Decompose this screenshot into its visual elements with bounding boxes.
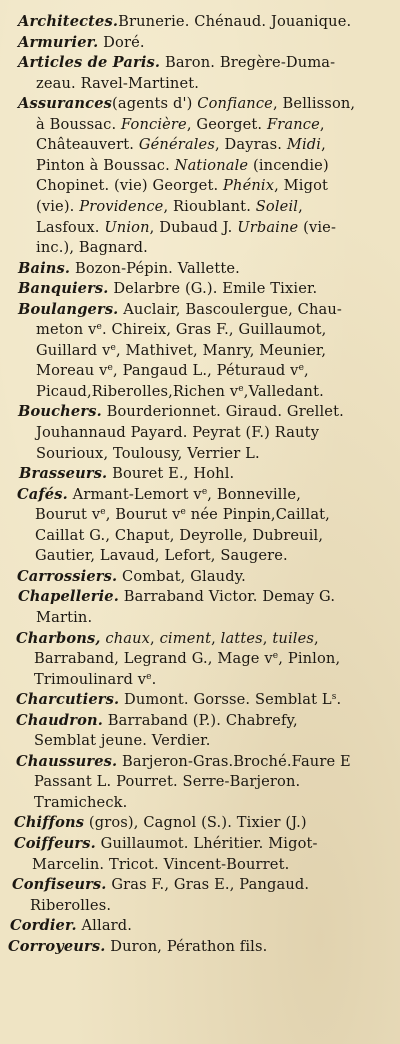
- entry-text: Barraband, Legrand G., Mage v: [34, 650, 273, 668]
- entry-text: , Migot: [274, 177, 329, 195]
- entry-text: ,: [304, 362, 309, 380]
- entry-continuation-line: [34, 793, 127, 813]
- category-label: Confiseurs.: [12, 876, 107, 894]
- entry-continuation-line: [36, 238, 148, 258]
- entry-continuation-line: [36, 135, 326, 155]
- entry-continuation-line: [34, 731, 210, 751]
- category-label: Assurances: [18, 95, 113, 113]
- superscript-abbrev: e: [180, 507, 187, 518]
- category-label: Architectes.: [18, 13, 119, 30]
- entry-first-line: [18, 279, 317, 299]
- entry-text: , Dubaud J.: [149, 218, 238, 236]
- category-label: Carrossiers.: [17, 567, 118, 585]
- entry-text: meton v: [36, 321, 97, 339]
- superscript-abbrev: e: [146, 671, 152, 682]
- entry-text: , Bonneville,: [207, 485, 301, 503]
- entry-text: , Georget.: [186, 115, 267, 133]
- entry-text: Gras F., Gras E., Pangaud.: [106, 876, 310, 894]
- category-label: Corroyeurs.: [8, 937, 106, 955]
- category-label: Boulangers.: [18, 300, 119, 318]
- entry-text: Sourioux, Toulousy, Verrier L.: [36, 444, 260, 462]
- entry-text: Caillat G., Chaput, Deyrolle, Dubreuil,: [35, 526, 324, 544]
- entry-first-line: [14, 813, 307, 833]
- superscript-abbrev: e: [238, 383, 244, 394]
- entry-continuation-line: [34, 670, 156, 690]
- category-label: Cafés.: [17, 485, 68, 503]
- entry-text: ,: [314, 629, 319, 647]
- category-label: Bouchers.: [18, 403, 102, 421]
- subcategory-label: Générales: [138, 136, 215, 154]
- entry-text: Barjeron-Gras.Broché.Faure E: [117, 752, 351, 770]
- entry-first-line: [17, 567, 246, 587]
- entry-continuation-line: [36, 176, 328, 196]
- subcategory-label: lattes: [220, 629, 263, 647]
- subcategory-label: Phénix: [223, 177, 275, 195]
- category-label: Articles de Paris.: [18, 54, 161, 72]
- entry-text: Tramicheck.: [34, 793, 128, 811]
- entry-continuation-line: [35, 546, 288, 566]
- entry-text: Brunerie. Chénaud. Jouanique.: [118, 13, 352, 30]
- entry-text: Bourut v: [35, 506, 101, 524]
- entry-text: Bouret E., Hohl.: [107, 465, 235, 483]
- entry-text: ,: [211, 629, 221, 647]
- subcategory-label: Foncière: [121, 115, 187, 133]
- entry-first-line: [16, 629, 319, 649]
- entry-continuation-line: [36, 608, 92, 628]
- entry-continuation-line: [35, 505, 330, 525]
- entry-continuation-line: [36, 197, 303, 217]
- category-label: Armurier.: [18, 33, 99, 51]
- entry-continuation-line: [36, 320, 326, 340]
- superscript-abbrev: e: [201, 486, 208, 497]
- entry-first-line: [18, 259, 240, 279]
- entry-text: Bourderionnet. Giraud. Grellet.: [101, 403, 344, 421]
- category-label: Charcutiers.: [16, 691, 120, 709]
- subcategory-label: Soleil: [255, 197, 299, 215]
- entry-text: Auclair, Bascoulergue, Chau-: [118, 300, 343, 318]
- entry-text: ,: [321, 136, 326, 154]
- superscript-abbrev: e: [107, 363, 114, 374]
- entry-text: , Rioublant.: [163, 197, 256, 215]
- subcategory-label: Confiance: [197, 95, 273, 113]
- entry-text: ,Valledant.: [243, 382, 324, 400]
- entry-text: (agents d'): [112, 95, 198, 113]
- entry-continuation-line: [36, 382, 324, 402]
- entry-continuation-line: [36, 156, 329, 176]
- entry-continuation-line: [35, 526, 323, 546]
- entry-text: Allard.: [76, 917, 133, 935]
- entry-text: Trimoulinard v: [34, 670, 147, 688]
- entry-text: Marcelin. Tricot. Vincent-Bourret.: [32, 855, 290, 873]
- entry-continuation-line: [30, 896, 111, 916]
- entry-text: Chopinet. (vie) Georget.: [36, 177, 224, 195]
- entry-text: Guillard v: [36, 341, 111, 359]
- subcategory-label: Providence: [79, 197, 164, 215]
- category-label: Coiffeurs.: [14, 835, 96, 852]
- superscript-abbrev: e: [96, 322, 102, 333]
- entry-first-line: [16, 711, 298, 731]
- entry-text: . Chireix, Gras F., Guillaumot,: [101, 321, 327, 339]
- subcategory-label: Urbaine: [237, 218, 299, 236]
- entry-text: Bozon-Pépin. Vallette.: [70, 259, 240, 277]
- entry-text: , Bourut v: [105, 506, 181, 524]
- category-label: Bains.: [18, 259, 71, 277]
- superscript-abbrev: e: [298, 363, 305, 374]
- entry-continuation-line: [34, 772, 300, 792]
- entry-text: Moreau v: [36, 362, 108, 380]
- entry-text: , Pinlon,: [278, 650, 341, 668]
- entry-first-line: [18, 12, 351, 32]
- entry-first-line: [16, 690, 341, 710]
- entry-text: Baron. Bregère-Duma-: [160, 54, 336, 72]
- entry-first-line: [17, 485, 301, 505]
- entry-continuation-line: [32, 855, 289, 875]
- entry-continuation-line: [36, 444, 260, 464]
- entry-first-line: [18, 53, 335, 73]
- entry-text: Dumont. Gorsse. Semblat L: [119, 691, 332, 709]
- entry-text: Riberolles.: [30, 896, 112, 914]
- category-label: Chiffons: [14, 814, 85, 832]
- category-label: Chaudron.: [16, 711, 103, 729]
- entry-text: ,: [298, 197, 303, 215]
- entry-text: (gros), Cagnol (S.). Tixier (J.): [84, 814, 307, 832]
- entry-text: Pinton à Boussac.: [36, 156, 175, 174]
- entry-text: Armant-Lemort v: [67, 485, 202, 503]
- entry-text: Picaud,Riberolles,Richen v: [36, 382, 239, 400]
- entry-text: née Pinpin,Caillat,: [186, 506, 330, 524]
- entry-text: Lasfoux.: [36, 218, 105, 236]
- superscript-abbrev: e: [100, 507, 106, 518]
- subcategory-label: Nationale: [174, 156, 249, 174]
- entry-first-line: [12, 875, 309, 895]
- entry-text: Barraband (P.). Chabrefy,: [102, 711, 298, 729]
- entry-text: , Mathivet, Manry, Meunier,: [115, 341, 327, 359]
- superscript-abbrev: e: [272, 651, 279, 662]
- entry-continuation-line: [36, 74, 199, 94]
- entry-text: , Dayras.: [214, 136, 287, 154]
- entry-continuation-line: [36, 341, 326, 361]
- entry-text: Semblat jeune. Verdier.: [34, 732, 211, 750]
- entry-text: Delarbre (G.). Emile Tixier.: [108, 280, 318, 298]
- entry-text: ,: [150, 629, 160, 647]
- entry-text: Combat, Glaudy.: [117, 567, 246, 585]
- entry-continuation-line: [36, 423, 319, 443]
- entry-text: , Pangaud L., Péturaud v: [113, 362, 299, 380]
- entry-text: Guillaumot. Lhéritier. Migot-: [95, 835, 318, 852]
- subcategory-label: France: [266, 115, 320, 133]
- entry-first-line: [18, 33, 145, 53]
- entry-first-line: [18, 402, 344, 422]
- category-label: Brasseurs.: [19, 465, 108, 483]
- entry-text: .: [151, 670, 157, 688]
- entry-continuation-line: [36, 115, 325, 135]
- entry-text: ,: [262, 629, 273, 647]
- entry-continuation-line: [36, 218, 336, 238]
- entry-text: Barraband Victor. Demay G.: [118, 588, 336, 606]
- entry-text: (vie-: [298, 218, 337, 236]
- category-label: Charbons,: [16, 629, 101, 647]
- entry-first-line: [18, 300, 342, 320]
- entry-continuation-line: [34, 649, 340, 669]
- entry-text: Martin.: [36, 608, 93, 626]
- superscript-abbrev: s: [331, 692, 337, 703]
- entry-first-line: [18, 587, 335, 607]
- subcategory-label: Union: [104, 218, 150, 236]
- entry-text: inc.), Bagnard.: [36, 239, 148, 257]
- entry-first-line: [16, 752, 351, 772]
- entry-first-line: [18, 94, 355, 114]
- entry-first-line: [10, 916, 132, 936]
- category-label: Chaussures.: [16, 752, 118, 770]
- category-label: Banquiers.: [18, 280, 109, 298]
- entry-text: ,: [319, 115, 325, 133]
- entry-first-line: [19, 464, 234, 484]
- category-label: Cordier.: [10, 917, 77, 935]
- entry-text: zeau. Ravel-Martinet.: [36, 74, 200, 92]
- entry-text: , Bellisson,: [272, 95, 356, 113]
- entry-first-line: [14, 834, 318, 854]
- entry-text: Duron, Pérathon fils.: [105, 937, 268, 955]
- superscript-abbrev: e: [110, 342, 116, 353]
- subcategory-label: tuiles: [272, 629, 314, 647]
- entry-first-line: [8, 937, 267, 957]
- entry-text: à Boussac.: [36, 115, 122, 133]
- entry-text: Passant L. Pourret. Serre-Barjeron.: [34, 773, 301, 791]
- entry-text: Châteauvert.: [36, 136, 139, 154]
- entry-continuation-line: [36, 361, 309, 381]
- entry-text: Jouhannaud Payard. Peyrat (F.) Rauty: [36, 424, 320, 441]
- entry-text: Doré.: [98, 33, 145, 51]
- subcategory-label: chaux: [105, 629, 151, 647]
- subcategory-label: Midi: [286, 136, 322, 154]
- subcategory-label: ciment: [159, 629, 212, 647]
- entry-text: Gautier, Lavaud, Lefort, Saugere.: [35, 547, 288, 565]
- entry-text: (incendie): [248, 156, 329, 174]
- entry-text: .: [336, 691, 342, 709]
- entry-text: (vie).: [36, 197, 80, 215]
- category-label: Chapellerie.: [18, 588, 119, 606]
